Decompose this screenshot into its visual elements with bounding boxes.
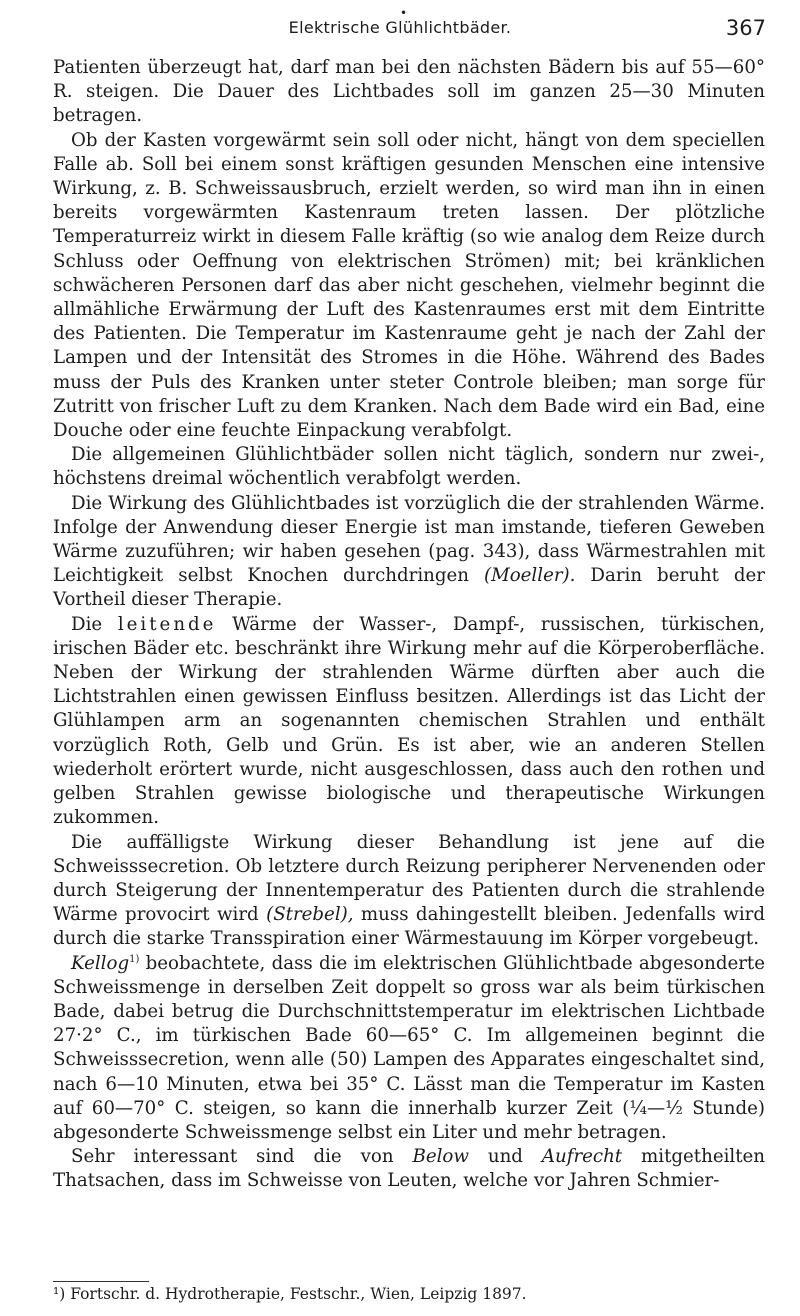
footnote-text: Fortschr. d. Hydrotherapie, Festschr., Wien, Leipzig 1897. (65, 1285, 527, 1303)
paragraph-8-mid: und (468, 1146, 542, 1168)
paragraph-1-text: Patienten überzeugt hat, darf man bei den nächsten Bädern bis auf 55—60° R. steigen. Die Dauer des Lichtbades soll im ganzen 25—30 Minuten betragen. (53, 57, 765, 127)
paragraph-4-text: Die Wirkung des Glühlichtbades ist vorzüglich die der strahlenden Wärme. Infolge der Anwendung dieser Energie ist man imstande, tieferen Geweben Wärme zuzuführen; wir haben gesehen (pag. 343), dass Wärmestrahlen mit Leichtigkeit selbst Knochen durchdringen (53, 492, 765, 587)
paragraph-2-text: Ob der Kasten vorgewärmt sein soll oder nicht, hängt von dem speciellen Falle ab. Soll bei einem sonst kräftigen gesunden Menschen eine intensive Wirkung, z. B. Schweissausbruch, erzielt werden, so wird man ihn in einen bereits vorgewärmten Kastenraum treten lassen. Der plötzliche Temperaturreiz wirkt in diesem Falle kräftig (so wie analog dem Reize durch Schluss oder Oeffnung von elektrischen Strömen) mit; bei kränklichen schwächeren Personen darf das aber nicht geschehen, vielmehr beginnt die allmähliche Erwärmung der Luft des Kastenraumes erst mit dem Eintritte des Patienten. Die Temperatur im Kastenraume geht je nach der Zahl der Lampen und der Intensität des Stromes in die Höhe. Während des Bades muss der Puls des Kranken unter steter Controle bleiben; man sorge für Zutritt von frischer Luft zu dem Kranken. Nach dem Bade wird ein Bad, eine Douche oder eine feuchte Einpackung verabfolgt. (53, 129, 765, 442)
emphasis-leitende: leitende (117, 613, 217, 635)
paragraph-8 (53, 1145, 765, 1193)
header-dot: • (400, 6, 408, 20)
paragraph-6-text: Die auffälligste Wirkung dieser Behandlung ist jene auf die Schweisssecretion. Ob letztere durch Reizung peripherer Nervenenden oder durch Steigerung der Innentemperatur des Patienten durch die strahlende Wärme provocirt wird (53, 831, 765, 926)
paragraph-4-tail: Darin beruht der Vortheil dieser Therapie. (53, 565, 765, 611)
paragraph-7 (53, 952, 765, 1146)
paragraph-2 (53, 129, 765, 444)
paragraph-7-text: beobachtete, dass die im elektrischen Glühlichtbade abgesonderte Schweissmenge in derselben Zeit doppelt so gross war als beim türkischen Bade, dabei betrug die Durchschnittstemperatur im elektrischen Lichtbade 27·2° C., im türkischen Bade 60—65° C. Im allgemeinen beginnt die Schweisssecretion, wenn alle (50) Lampen des Apparates eingeschaltet sind, nach 6—10 Minuten, etwa bei 35° C. Lässt man die Temperatur im Kasten auf 60—70° C. steigen, so kann die innerhalb kurzer Zeit (¼—½ Stunde) abgesonderte Schweissmenge selbst ein Liter und mehr betragen. (53, 952, 765, 1143)
page-header (0, 5, 800, 47)
citation-kellog: Kellog (71, 952, 130, 974)
paragraph-4 (53, 492, 765, 613)
body-text (53, 56, 765, 1194)
footnote-reference: 1) (129, 953, 140, 965)
page-number: 367 (725, 16, 766, 40)
citation-moeller: (Moeller). (484, 565, 576, 587)
footnote-rule (53, 1281, 149, 1282)
paragraph-5-lead: Die (71, 613, 118, 635)
citation-strebel: (Strebel), (266, 904, 354, 926)
paragraph-1 (53, 56, 765, 129)
running-head: Elektrische Glühlichtbäder. (288, 18, 512, 37)
citation-aufrecht: Aufrecht (541, 1146, 623, 1168)
paragraph-3-text: Die allgemeinen Glühlichtbäder sollen nicht täglich, sondern nur zwei-, höchstens dreimal wöchentlich verabfolgt werden. (53, 444, 765, 490)
paragraph-5-text: Wärme der Wasser-, Dampf-, russischen, türkischen, irischen Bäder etc. beschränkt ihre Wirkung mehr auf die Körperoberfläche. Neben der Wirkung der strahlenden Wärme dürften aber auch die Lichtstrahlen einen gewissen Einfluss besitzen. Allerdings ist das Licht der Glühlampen arm an sogenannten chemischen Strahlen und enthält vorzüglich Roth, Gelb und Grün. Es ist aber, wie an anderen Stellen wiederholt erörtert wurde, nicht ausgeschlossen, dass auch den rothen und gelben Strahlen gewisse biologische und therapeutische Wirkungen zukommen. (53, 613, 765, 829)
citation-below: Below (412, 1146, 469, 1168)
footnote (53, 1284, 765, 1304)
paragraph-6 (53, 831, 765, 952)
paragraph-5 (53, 613, 765, 831)
paragraph-3 (53, 443, 765, 491)
paragraph-6-tail: muss dahingestellt bleiben. Jedenfalls wird durch die starke Transspiration einer Wärmestauung im Körper vorgebeugt. (53, 904, 765, 950)
paragraph-8-text: mitgetheilten Thatsachen, dass im Schweisse von Leuten, welche vor Jahren Schmier- (53, 1146, 766, 1192)
footnote-marker: ¹) (53, 1285, 66, 1303)
paragraph-8-lead: Sehr interessant sind die von (71, 1146, 413, 1168)
